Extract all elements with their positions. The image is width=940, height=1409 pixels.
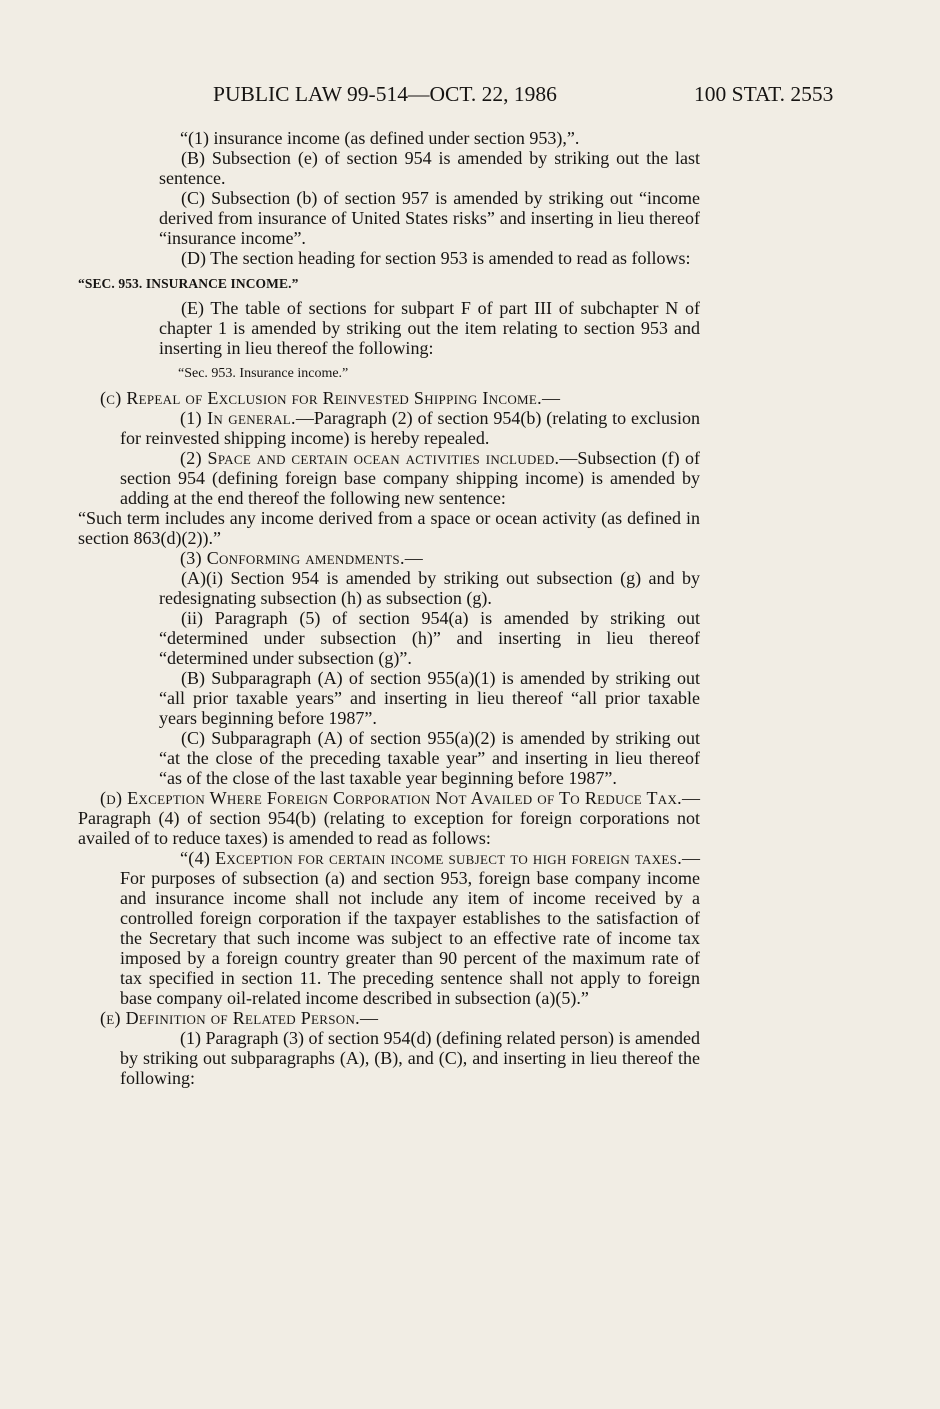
paragraph-subsection-d: (D) The section heading for section 953 is amended to read as follows: [181,248,691,268]
section-heading-953: “SEC. 953. INSURANCE INCOME.” [78,276,299,291]
quoted-new-sentence: “Such term includes any income derived from a space or ocean activity (as defined in section 863(d)(2)).” [78,508,700,548]
header-title: PUBLIC LAW 99-514—OCT. 22, 1986 [213,82,557,106]
paragraph-c3-a-ii: (ii) Paragraph (5) of section 954(a) is amended by striking out “determined under subsection (h)” and inserting in lieu thereof “determined under subsection (g)”. [159,608,700,668]
paragraph-c3-a-i: (A)(i) Section 954 is amended by striking out subsection (g) and by redesignating subsection (h) as subsection (g). [159,568,700,608]
paragraph-subsection-e: (E) The table of sections for subpart F of part III of subchapter N of chapter 1 is amended by striking out the item relating to section 953 and inserting in lieu thereof the following: [159,298,700,358]
paragraph-c3-conforming: (3) Conforming amendments.— [180,548,423,568]
paragraph-c3-c: (C) Subparagraph (A) of section 955(a)(2) is amended by striking out “at the close of the preceding taxable year” and inserting in lieu thereof “as of the close of the last taxable year beginning before 1987”. [159,728,700,788]
paragraph-subsection-b: (B) Subsection (e) of section 954 is amended by striking out the last sentence. [159,148,700,188]
document-body [78,128,700,1088]
section-c-heading: (c) Repeal of Exclusion for Reinvested Shipping Income.— [100,388,560,408]
table-of-sections-item: “Sec. 953. Insurance income.” [178,366,349,381]
paragraph-d4-high-foreign-taxes: “(4) Exception for certain income subject to high foreign taxes.—For purposes of subsection (a) and section 953, foreign base company income and insurance income shall not include any item of income received by a controlled foreign corporation if the taxpayer establishes to the satisfaction of the Secretary that such income was subject to an effective rate of income tax imposed by a foreign country greater than 90 percent of the maximum rate of tax specified in section 11. The preceding sentence shall not apply to foreign base company oil-related income described in subsection (a)(5).” [120,848,700,1008]
paragraph-c1-in-general: (1) In general.—Paragraph (2) of section 954(b) (relating to exclusion for reinvested shipping income) is hereby repealed. [120,408,700,448]
paragraph-c3-b: (B) Subparagraph (A) of section 955(a)(1) is amended by striking out “all prior taxable years” and inserting in lieu thereof “all prior taxable years beginning before 1987”. [159,668,700,728]
paragraph-e1: (1) Paragraph (3) of section 954(d) (defining related person) is amended by striking out subparagraphs (A), (B), and (C), and inserting in lieu thereof the following: [120,1028,700,1088]
paragraph-insurance-income-item: “(1) insurance income (as defined under section 953),”. [180,128,580,148]
header-stat-citation: 100 STAT. 2553 [694,82,834,106]
page-header [0,82,940,112]
paragraph-c2-space-ocean: (2) Space and certain ocean activities included.—Subsection (f) of section 954 (defining foreign base company shipping income) is amended by adding at the end thereof the following new sentence: [120,448,700,508]
section-e-related-person: (e) Definition of Related Person.— [100,1008,378,1028]
section-d-exception: (d) Exception Where Foreign Corporation Not Availed of To Reduce Tax.—Paragraph (4) of section 954(b) (relating to exception for foreign corporations not availed of to reduce taxes) is amended to read as follows: [78,788,700,848]
paragraph-subsection-c: (C) Subsection (b) of section 957 is amended by striking out “income derived from insurance of United States risks” and inserting in lieu thereof “insurance income”. [159,188,700,248]
